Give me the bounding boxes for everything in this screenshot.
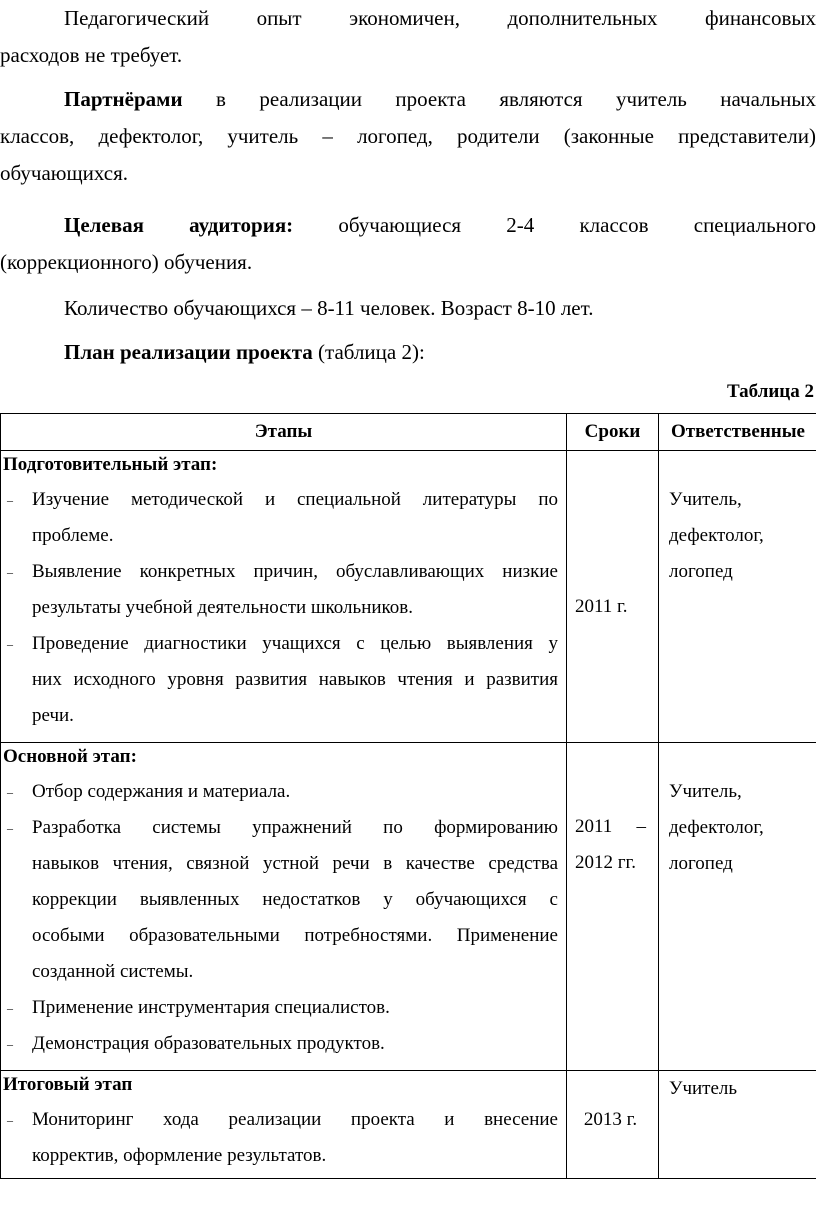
table-row (1, 743, 816, 1071)
responsible-cell (659, 451, 816, 743)
text-line: речи. (32, 705, 74, 726)
stage-item-list (1, 482, 566, 734)
text-line: результаты учебной деятельности школьников. (32, 597, 414, 618)
header-terms: Сроки (567, 414, 659, 451)
text-fragment: обучающиеся 2-4 классов специального (338, 213, 816, 237)
table-row (1, 1071, 816, 1179)
text-line: Выявление конкретных причин, обуславливающих низкие (32, 561, 558, 582)
text-line: Мониторинг хода реализации проекта и внесение (32, 1109, 558, 1130)
responsible-text: Учитель, (669, 489, 742, 510)
list-item (1, 554, 566, 626)
term-text: 2013 г. (583, 1109, 638, 1130)
text-line: коррекции выявленных недостатков у обучающихся с (32, 889, 558, 910)
text-line: (коррекционного) обучения. (0, 250, 253, 274)
list-item (1, 626, 566, 734)
list-item (1, 774, 566, 810)
text-line: Проведение диагностики учащихся с целью выявления у (32, 633, 558, 654)
responsible-text: Учитель (669, 1078, 738, 1099)
text-line: проблеме. (32, 525, 114, 546)
text-line (0, 207, 816, 244)
text-line: Отбор содержания и материала. (32, 781, 291, 802)
text-fragment: в реализации проекта являются учитель начальных (216, 87, 816, 111)
text-line: них исходного уровня развития навыков чтения и развития (32, 669, 558, 690)
term-cell (567, 743, 659, 1071)
bold-term: План реализации проекта (64, 340, 313, 364)
stage-title: Подготовительный этап: (3, 454, 218, 475)
dash-bullet: – (7, 785, 13, 799)
term-cell (567, 451, 659, 743)
text-line: Разработка системы упражнений по формированию (32, 817, 558, 838)
dash-bullet: – (7, 565, 13, 579)
paragraph-partners (0, 81, 816, 192)
text-line: созданной системы. (32, 961, 194, 982)
table-row (1, 451, 816, 743)
table-caption: Таблица 2 (726, 381, 814, 402)
text-line: Демонстрация образовательных продуктов. (32, 1033, 385, 1054)
dash-bullet: – (7, 1037, 13, 1051)
text-fragment: (таблица 2): (318, 340, 425, 364)
responsible-cell (659, 743, 816, 1071)
text-line (0, 334, 816, 371)
term-cell (567, 1071, 659, 1179)
responsible-text: дефектолог, (669, 817, 764, 838)
text-line: Педагогический опыт экономичен, дополнительных финансовых (64, 6, 816, 30)
dash-bullet: – (7, 821, 13, 835)
dash-bullet: – (7, 1001, 13, 1015)
term-text: 2011 г. (575, 596, 628, 617)
list-item (1, 810, 566, 990)
dash-bullet: – (7, 493, 13, 507)
text-line: особыми образовательными потребностями. Применение (32, 925, 558, 946)
dash-bullet: – (7, 1113, 13, 1127)
text-line: Применение инструментария специалистов. (32, 997, 390, 1018)
project-plan-table (0, 413, 816, 1179)
text-line: обучающихся. (0, 161, 128, 185)
text-line: Изучение методической и специальной литературы по (32, 489, 558, 510)
responsible-text: логопед (669, 853, 733, 874)
paragraph-audience (0, 207, 816, 281)
table-header-row (1, 414, 816, 451)
stage-title: Основной этап: (3, 746, 137, 767)
bold-term: Партнёрами (64, 87, 183, 111)
text-line: Количество обучающихся – 8-11 человек. Возраст 8-10 лет. (64, 296, 594, 320)
paragraph-plan (0, 334, 816, 371)
paragraph-economy (0, 0, 816, 74)
header-responsible: Ответственные (659, 414, 816, 451)
header-stages: Этапы (1, 414, 567, 451)
text-line: корректив, оформление результатов. (32, 1145, 327, 1166)
list-item (1, 990, 566, 1026)
bold-term: Целевая аудитория: (64, 213, 294, 237)
responsible-text: логопед (669, 561, 733, 582)
responsible-text: дефектолог, (669, 525, 764, 546)
text-line (0, 81, 816, 118)
paragraph-count (0, 290, 816, 327)
stage-cell (1, 1071, 567, 1179)
list-item (1, 1026, 566, 1062)
list-item (1, 1102, 566, 1174)
responsible-cell (659, 1071, 816, 1179)
text-line: расходов не требует. (0, 43, 183, 67)
text-line: классов, дефектолог, учитель – логопед, родители (законные представители) (0, 124, 816, 148)
stage-item-list (1, 1102, 566, 1174)
stage-cell (1, 451, 567, 743)
responsible-text: Учитель, (669, 781, 742, 802)
stage-cell (1, 743, 567, 1071)
stage-title: Итоговый этап (3, 1074, 133, 1095)
dash-bullet: – (7, 637, 13, 651)
term-text: 2011 – (575, 816, 646, 837)
stage-item-list (1, 774, 566, 1062)
text-line: навыков чтения, связной устной речи в качестве средства (32, 853, 558, 874)
list-item (1, 482, 566, 554)
term-text: 2012 гг. (575, 852, 636, 873)
